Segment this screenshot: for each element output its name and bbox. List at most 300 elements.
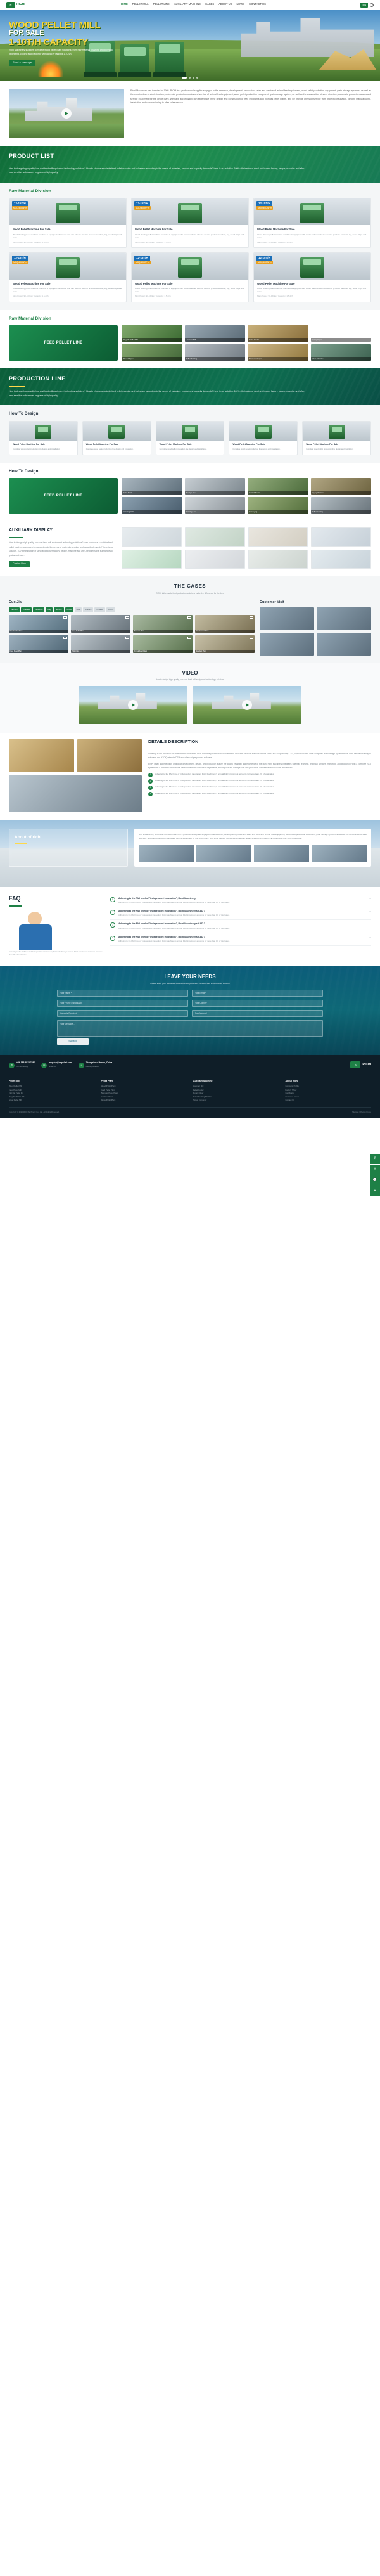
capacity-badge: 12-15T/H [134, 201, 150, 207]
tile-caption: Mixer Machine [311, 357, 372, 361]
faq-left-block [9, 895, 104, 957]
list-text: Adhering to the RMI level of "independent innovation, Richi Machinery's annual R&D investment accounts for more than 4% of total sales. [155, 785, 275, 788]
richi-thumb[interactable] [196, 845, 251, 862]
production-line-band [0, 368, 380, 405]
raw-material-section-1 [0, 183, 380, 310]
footer-link[interactable]: Feed Pellet Plant [101, 1088, 115, 1091]
hero-subtitle: Richi Machinery supplies complete wood pellet plant solutions, from raw material crushing and drying to pelletizing, cooling and packing, with capacity ranging 1-10 t/h. [9, 49, 113, 55]
nav-item-contact-us[interactable]: CONTACT US [249, 3, 266, 6]
product-body [132, 280, 248, 302]
list-number: 1 [148, 773, 153, 777]
details-list-item [148, 792, 371, 796]
case-caption: Sawdust Plant [195, 650, 255, 653]
expand-icon[interactable]: + [369, 922, 371, 927]
footer-link[interactable]: Company Profile [285, 1085, 299, 1088]
page-root [0, 0, 380, 1193]
product-card[interactable] [9, 252, 127, 302]
case-item[interactable] [195, 615, 255, 633]
product-body [10, 280, 126, 302]
design-card-name: Wood Pellet Machine For Sale [86, 443, 118, 446]
design-card-desc: Complete wood pellet production line design and installation. [159, 448, 207, 451]
expand-icon[interactable]: + [369, 896, 371, 901]
nav-item-about-us[interactable]: ABOUT US [218, 3, 232, 6]
footer-columns [9, 1075, 371, 1103]
case-caption: Wood Pellet Plant [195, 630, 255, 633]
footer-column-title: Pellet Plant [101, 1079, 113, 1082]
list-text: Adhering to the RMI level of "independent innovation, Richi Machinery's annual R&D investment accounts for more than 4% of total sales. [155, 791, 275, 794]
faq-question: Adhering to the RMI level of "independent innovation", Richi Machinery's CAD ? [118, 910, 205, 912]
product-body [254, 280, 370, 302]
footer-link[interactable]: Contact Us [285, 1099, 294, 1102]
strip-tile[interactable] [122, 478, 182, 495]
product-meta: Main Power: 90-160kw / Capacity: 1.5-2t/h [257, 295, 293, 298]
about-video[interactable] [9, 89, 124, 138]
tile-caption: Drying System [311, 491, 372, 495]
details-list-item [148, 779, 371, 784]
product-body [254, 225, 370, 247]
product-name: Wood Pellet Machine For Sale [135, 228, 173, 231]
detail-image-pellets [77, 739, 142, 772]
customer-visit-grid [260, 607, 371, 656]
details-text-block [148, 739, 371, 812]
auxiliary-item[interactable] [248, 550, 308, 569]
product-card[interactable] [253, 252, 371, 302]
site-footer [0, 1055, 380, 1118]
tab-thailand[interactable]: Thailand [21, 607, 32, 612]
footer-link[interactable]: Wood Pellet Plant [101, 1085, 116, 1088]
cases-right-column [260, 600, 371, 656]
chat-icon[interactable]: 💬 [370, 1175, 380, 1186]
product-list-description: How to design high quality, low cost feed mill equipment technology solutions? How to choose a suitable feed pellet machine and pulverizer according to the needs of materials, product and capacity demands? Here is our solution. 100% elimination of sand and blower factory, people, machine and after-heat sensitive substances or grains of high quality. [9, 167, 305, 174]
footer-column-pellet-mill [9, 1080, 95, 1103]
product-grid [9, 198, 371, 302]
tile-caption: Screw Conveyor [248, 357, 308, 361]
video-thumbnail-1[interactable] [79, 686, 187, 724]
capacity-badge: 12-15T/H [256, 201, 272, 207]
play-icon[interactable] [242, 700, 252, 710]
tab-africa[interactable]: Africa [65, 607, 73, 612]
expand-icon[interactable]: + [369, 910, 371, 914]
footer-column-title: Auxiliary Machine [193, 1079, 213, 1082]
visit-photo[interactable] [260, 607, 314, 630]
footer-link[interactable]: Certificates [285, 1092, 294, 1095]
title-underline [15, 843, 27, 845]
design-card-name: Wood Pellet Machine For Sale [306, 443, 339, 446]
capacity-badge: 12-15T/H [256, 256, 272, 261]
strip-tile[interactable] [185, 325, 246, 342]
auxiliary-title: AUXILIARY DISPLAY [9, 528, 53, 533]
country-flag-icon [250, 616, 253, 619]
faq-question: Adhering to the RMI level of "independent innovation", Richi Machinery's CAD ? [118, 935, 205, 938]
tab-america[interactable]: America [83, 607, 93, 612]
tab-others[interactable]: Others [106, 607, 115, 612]
cases-section [0, 576, 380, 663]
case-item[interactable] [9, 635, 68, 653]
faq-answer: Adhering to the RMI level of "independent innovation, Richi Machinery's annual R&D investment accounts for more than 4% of total sales. [118, 914, 230, 917]
video-thumbnail-2[interactable] [193, 686, 301, 724]
details-title: DETAILS DESCRIPTION [148, 740, 199, 745]
footer-link[interactable]: Screw Conveyor [193, 1099, 207, 1102]
faq-item[interactable] [110, 907, 371, 920]
strip-tile[interactable] [311, 344, 372, 361]
raw-material-field[interactable]: Raw Material [192, 1010, 323, 1017]
email-field[interactable]: Your Email * [192, 990, 323, 997]
mail-icon[interactable]: ✉ [370, 1165, 380, 1175]
case-item[interactable] [133, 635, 193, 653]
about-richi-paragraph: RICHI Machinery, which was founded in 1995, is a professional supplier engaged in the research, development, production, sales and service of animal feed equipment, wood pellet production equipment, grain storage systems, as well as the construction of steel structure, automatic production scales and service equipment for the whole plant. RICHI has passed ISO9001 international quality system certification, CE certification and SGS certification. [139, 833, 367, 839]
footer-phone-label: Tel / WhatsApp [16, 1065, 28, 1068]
list-number: 4 [148, 792, 153, 796]
title-underline [9, 164, 25, 165]
faq-question: Adhering to the RMI level of "independent innovation", Richi Machinery's CAD ? [118, 922, 205, 926]
section-title-raw-material-2: Raw Material Division [9, 316, 51, 321]
case-caption: Feed Pellet Plant [71, 630, 130, 633]
nav-item-home[interactable]: HOME [120, 3, 128, 6]
product-list-band [0, 146, 380, 183]
tile-caption: Pellet Plant [122, 491, 182, 495]
strip-tile[interactable] [122, 325, 182, 342]
strip-tile[interactable] [248, 478, 308, 495]
design-card-name: Wood Pellet Machine For Sale [13, 443, 46, 446]
footer-top [9, 1061, 371, 1070]
about-richi-title: About of richi [15, 835, 42, 840]
strip-tile[interactable] [311, 478, 372, 495]
product-meta: Main Power: 90-160kw / Capacity: 1.5-2t/h [13, 295, 49, 298]
design-card[interactable] [9, 421, 78, 455]
feed-pellet-line-strip [9, 325, 371, 361]
capacity-badge: 12-15T/H [134, 256, 150, 261]
feed-pellet-line-feature-2[interactable] [9, 478, 118, 514]
case-caption: Pellet Line [71, 650, 130, 653]
auxiliary-item[interactable] [248, 527, 308, 547]
product-card[interactable] [131, 198, 249, 248]
strip-tile[interactable] [311, 325, 372, 342]
auxiliary-item[interactable] [122, 527, 182, 547]
design-card[interactable] [82, 421, 151, 455]
richi-logo-icon: R [6, 2, 15, 8]
back-to-top-icon[interactable]: ▲ [370, 1186, 380, 1196]
case-item[interactable] [133, 615, 193, 633]
tile-caption: Pellet Packing [185, 357, 246, 361]
pellet-machine-3 [155, 42, 184, 77]
play-icon[interactable] [61, 108, 72, 119]
feed-pellet-line-feature[interactable] [9, 325, 118, 361]
moq-badge: MOQ:40CBF·m [13, 206, 28, 209]
phone-field[interactable]: Your Phone / WhatsApp [57, 1000, 188, 1007]
design-thumbnail [229, 422, 297, 441]
cases-content [9, 600, 371, 656]
footer-legal-links[interactable]: Sitemap | Privacy Policy [352, 1110, 371, 1113]
list-number: 3 [148, 786, 153, 790]
case-item[interactable] [71, 635, 130, 653]
footer-logo[interactable] [350, 1061, 371, 1068]
product-meta: Main Power: 90-160kw / Capacity: 1.5-2t/h [257, 240, 293, 243]
tab-oceania[interactable]: Oceania [94, 607, 104, 612]
tab-indonesia[interactable]: Indonesia [33, 607, 44, 612]
footer-column-pellet-plant [101, 1080, 187, 1103]
tile-caption: Packing Line [185, 510, 246, 514]
capacity-badge: 12-15T/H [12, 201, 28, 207]
machine-illustration [56, 257, 80, 278]
hero-title-line2: FOR SALE [9, 29, 44, 37]
hero-dot-1[interactable] [182, 77, 187, 79]
whatsapp-icon[interactable]: ✆ [370, 1154, 380, 1164]
video-subtitle: How to design high quality, low cost feed mill equipment technology solutions [155, 678, 225, 682]
product-card[interactable] [253, 198, 371, 248]
faq-number: 3 [110, 922, 115, 928]
design-card[interactable] [302, 421, 371, 455]
product-card[interactable] [131, 252, 249, 302]
hero-banner [0, 10, 380, 81]
country-flag-icon [250, 637, 253, 639]
design-thumbnail [83, 422, 151, 441]
hero-title [9, 20, 155, 66]
product-desc: Wood shaving pellet machine machine is equipped with cooler and can also be used to produce sawdust, log, wood chips and more. [257, 233, 367, 239]
customer-visit-label: Customer Visit [260, 600, 284, 605]
design-card-grid [9, 421, 371, 455]
logo-text: RICHI [16, 2, 25, 6]
capacity-badge: 12-15T/H [12, 256, 28, 261]
strip-tile[interactable] [185, 497, 246, 514]
hero-title-line3: 1-10T/H CAPACITY [9, 36, 88, 47]
production-line-description: How to design high quality, low cost feed mill equipment technology solutions? How to choose a suitable feed pellet machine and pulverizer according to the needs of materials, product and capacity demands? Here is our solution. 100% elimination of sand and blower factory, people, machine and after-heat sensitive substances or grains of high quality. [9, 390, 305, 397]
faq-answer: Adhering to the RMI level of "independent innovation, Richi Machinery's annual R&D investment accounts for more than 4% of total sales. [118, 926, 230, 929]
tab-vietnam[interactable]: Viet Nam [9, 607, 20, 612]
hero-dot-4[interactable] [196, 77, 198, 79]
strip-tile[interactable] [185, 344, 246, 361]
details-image-grid [9, 739, 142, 812]
design-card-desc: Complete wood pellet production line design and installation. [13, 448, 61, 451]
country-field[interactable]: Your Country [192, 1000, 323, 1007]
machine-illustration [178, 257, 202, 278]
footer-link[interactable]: Rotary Dryer [193, 1092, 204, 1095]
submit-button[interactable]: SUBMIT [57, 1038, 89, 1045]
richi-thumb[interactable] [139, 845, 194, 862]
footer-link[interactable]: Flat Die Pellet Mill [9, 1092, 24, 1095]
faq-number: 2 [110, 910, 115, 915]
about-intro-section [0, 81, 380, 146]
footer-link[interactable]: Factory Show [285, 1088, 297, 1091]
footer-phone-value: +86 185 3823 7380 [16, 1061, 35, 1065]
footer-link[interactable]: Feed Pellet Mill [9, 1088, 22, 1091]
design-card[interactable] [229, 421, 298, 455]
country-flag-icon [63, 616, 67, 619]
name-field[interactable]: Your Name * [57, 990, 188, 997]
production-line-title: PRODUCTION LINE [9, 375, 66, 382]
tab-asia[interactable]: Asia [75, 607, 82, 612]
auxiliary-contact-button[interactable]: Contact Now [9, 561, 30, 567]
about-richi-thumbs [139, 845, 367, 862]
strip-tile[interactable] [311, 497, 372, 514]
footer-address-value: Zhengzhou, Henan, China [86, 1061, 113, 1065]
hero-dot-2[interactable] [189, 77, 191, 79]
tile-caption: Ring Die Pellet Mill [122, 338, 182, 342]
auxiliary-description: How to design high quality, low cost feed mill equipment technology solutions? How to choose a suitable feed pellet machine and pulverizer according to the needs of materials, product and capacity demands? Here is our solution. 100% elimination of sand and blower factory, people, machine and after-heat sensitive substances or grains such as ... [9, 541, 114, 557]
footer-link[interactable]: Straw Pellet Plant [101, 1099, 116, 1102]
footer-column-auxiliary [193, 1080, 279, 1103]
visit-photo[interactable] [317, 633, 371, 656]
product-card[interactable] [9, 198, 127, 248]
faq-item[interactable] [110, 895, 371, 907]
strip-tile[interactable] [248, 344, 308, 361]
faq-item[interactable] [110, 920, 371, 933]
auxiliary-item[interactable] [311, 550, 371, 569]
auxiliary-item[interactable] [185, 527, 245, 547]
visit-photo[interactable] [317, 607, 371, 630]
section-title-how-to-design-1: How To Design [9, 411, 39, 417]
design-card-desc: Complete wood pellet production line design and installation. [232, 448, 281, 451]
footer-link[interactable]: Hammer Mill [193, 1085, 204, 1088]
machine-illustration [300, 203, 324, 223]
footer-link[interactable]: Ring Die Pellet Mill [9, 1095, 25, 1098]
footer-link[interactable]: Small Pellet Mill [9, 1099, 22, 1102]
cases-left-column [9, 600, 255, 656]
footer-link[interactable]: Biomass Pellet Plant [101, 1092, 118, 1095]
strip-tile[interactable] [122, 497, 182, 514]
design-strip [9, 478, 371, 514]
cases-subtitle: RICHI tailor-made feed production solutions make the difference for the feed [156, 592, 224, 595]
how-to-design-section-1 [0, 405, 380, 463]
list-number: 2 [148, 779, 153, 784]
product-meta: Main Power: 90-160kw / Capacity: 1.5-2t/h [135, 240, 171, 243]
contact-form-section [0, 966, 380, 1056]
product-thumbnail [10, 198, 126, 225]
tile-caption: Hammer Mill [185, 338, 246, 342]
support-person-icon [9, 910, 66, 950]
floating-contact-bar [370, 1154, 380, 1197]
expand-icon[interactable]: + [369, 935, 371, 940]
visit-photo[interactable] [260, 633, 314, 656]
footer-column-about [286, 1080, 372, 1103]
nav-item-news[interactable]: NEWS [236, 3, 245, 6]
footer-phone[interactable] [9, 1061, 35, 1070]
footer-link[interactable]: Fertilizer Plant [101, 1095, 113, 1098]
footer-link[interactable]: Customer Cases [285, 1095, 300, 1098]
product-thumbnail [132, 253, 248, 280]
title-underline [9, 537, 23, 538]
hero-cta-button[interactable]: Send A Message [9, 60, 35, 66]
tab-europe[interactable]: Europe [54, 607, 63, 612]
nav-item-pellet-line[interactable]: PELLET LINE [153, 3, 170, 6]
product-list-title: PRODUCT LIST [9, 153, 54, 159]
section-title-how-to-design-2: How To Design [9, 469, 39, 474]
details-list [148, 773, 371, 796]
auxiliary-item[interactable] [311, 527, 371, 547]
richi-logo-icon: R [350, 1061, 360, 1068]
case-caption: Biomass Plant [133, 630, 193, 633]
footer-link[interactable]: Wood Pellet Mill [9, 1085, 22, 1088]
case-item[interactable] [71, 615, 130, 633]
footer-address[interactable] [79, 1061, 113, 1070]
message-field[interactable]: Your Message... [57, 1020, 323, 1037]
pin-icon: ⌖ [79, 1063, 84, 1068]
search-icon[interactable] [370, 3, 374, 7]
case-grid [9, 615, 255, 653]
faq-title: FAQ [9, 895, 21, 902]
design-strip-tiles [122, 478, 371, 514]
hero-carousel-dots[interactable] [182, 77, 198, 79]
case-item[interactable] [195, 635, 255, 653]
list-text: Adhering to the RMI level of "independent innovation, Richi Machinery's annual R&D investment accounts for more than 4% of total sales. [155, 772, 275, 775]
product-name: Wood Pellet Machine For Sale [257, 282, 295, 286]
footer-column-title: About Richi [285, 1079, 298, 1082]
auxiliary-grid [122, 527, 371, 569]
faq-number: 1 [110, 897, 115, 902]
play-icon[interactable] [128, 700, 138, 710]
capacity-field[interactable]: Capacity Required [57, 1010, 188, 1017]
richi-thumb[interactable] [254, 845, 309, 862]
strip-tile[interactable] [248, 497, 308, 514]
hero-title-line1: WOOD PELLET MILL [9, 20, 101, 30]
product-desc: Wood shaving pellet machine machine is equipped with cooler and can also be used to produce sawdust, log, wood chips and more. [257, 287, 367, 294]
strip-tile[interactable] [185, 478, 246, 495]
faq-number: 4 [110, 936, 115, 941]
plant-illustration [25, 98, 92, 121]
about-text: Richi Machinery was founded in 1995. RICHI is a professional supplier engaged in the research, development, production, sales and service of animal feed equipment, wood pellet production equipment, grain storage systems, as well as the construction of steel structure, automatic production scales and service of animal feed equipment, wood pellet production equipment, grain storage system, as well as the construction of steel structure, automatic production scales and service equipment for the whole plant. We have accumulated rich experience in the design and construction of feed mill plants and biomass pellet plants, and we provide one-stop service from project consultation, design, manufacturing, installation and commissioning to after-sales service. [130, 89, 371, 105]
nav-item-pellet-mill[interactable]: PELLET MILL [132, 3, 149, 6]
country-flag-icon [125, 637, 129, 639]
product-name: Wood Pellet Machine For Sale [135, 282, 173, 286]
product-body [10, 225, 126, 247]
details-paragraph-1: Adhering to the RMI level of "independent innovation, Richi Machinery's annual RMI investment accounts for more than 4% of total sales. It is supported by CAD, DynSimulis and other computer-aided design systems/tools, mold simulation analysis software, and HTC/QuaternionDEM and other unique process software. [148, 753, 371, 760]
site-header [0, 0, 380, 10]
faq-left-note: Adhering to the RMI level of "independent innovation", Richi Machinery's annual R&D investment accounts for more than 4% of total sales. [9, 950, 103, 956]
site-logo[interactable] [6, 2, 25, 8]
tile-caption: Pellet Cooling [311, 510, 372, 514]
faq-item[interactable] [110, 933, 371, 946]
field-illustration [9, 124, 124, 138]
design-thumbnail [303, 422, 370, 441]
footer-email[interactable] [41, 1061, 72, 1070]
country-flag-icon [187, 616, 191, 619]
moq-badge: MOQ:40CBF·m [258, 261, 272, 264]
footer-email-value: enquiry@cnpellet.com [49, 1061, 72, 1065]
nav-item-auxiliary-machine[interactable]: AUXILIARY MACHINE [174, 3, 201, 6]
tile-caption: Storage Silo [185, 491, 246, 495]
auxiliary-item[interactable] [185, 550, 245, 569]
auxiliary-item[interactable] [122, 550, 182, 569]
details-paragraph-2: Every detail and execution of product development, design, and production assure the quality, reliability and excellence of the plan. Richi Machinery integrates scientific research, technical services, marketing, and production, with a complete R&D system and a complete international development and innovation capabilities, and improve the average cost and production competitiveness of home and abroad. [148, 763, 371, 769]
strip-tiles [122, 325, 371, 361]
auxiliary-display-section [0, 521, 380, 576]
video-row [9, 686, 371, 724]
faq-list [110, 895, 371, 957]
footer-link[interactable]: Pellet Cooler [193, 1088, 204, 1091]
hero-dot-3[interactable] [193, 77, 194, 79]
moq-badge: MOQ:40CBF·m [136, 206, 150, 209]
auxiliary-text-block [9, 527, 115, 569]
richi-thumb[interactable] [312, 845, 367, 862]
nav-item-cases[interactable]: CASES [205, 3, 215, 6]
strip-tile[interactable] [248, 325, 308, 342]
design-card[interactable] [156, 421, 225, 455]
tab-italy[interactable]: Italy [46, 607, 53, 612]
about-richi-panel [134, 829, 371, 866]
design-thumbnail [10, 422, 77, 441]
product-thumbnail [254, 198, 370, 225]
case-item[interactable] [9, 615, 68, 633]
design-card-desc: Complete wood pellet production line design and installation. [306, 448, 354, 451]
about-richi-section [0, 820, 380, 886]
strip-tile[interactable] [122, 344, 182, 361]
about-richi-card [9, 829, 128, 866]
details-list-item [148, 786, 371, 790]
case-caption: Feed Pellet Plant [9, 650, 68, 653]
video-section [0, 663, 380, 733]
language-button[interactable]: EN [360, 3, 368, 8]
country-flag-icon [125, 616, 129, 619]
footer-link[interactable]: Pellet Packing Machine [193, 1095, 213, 1098]
